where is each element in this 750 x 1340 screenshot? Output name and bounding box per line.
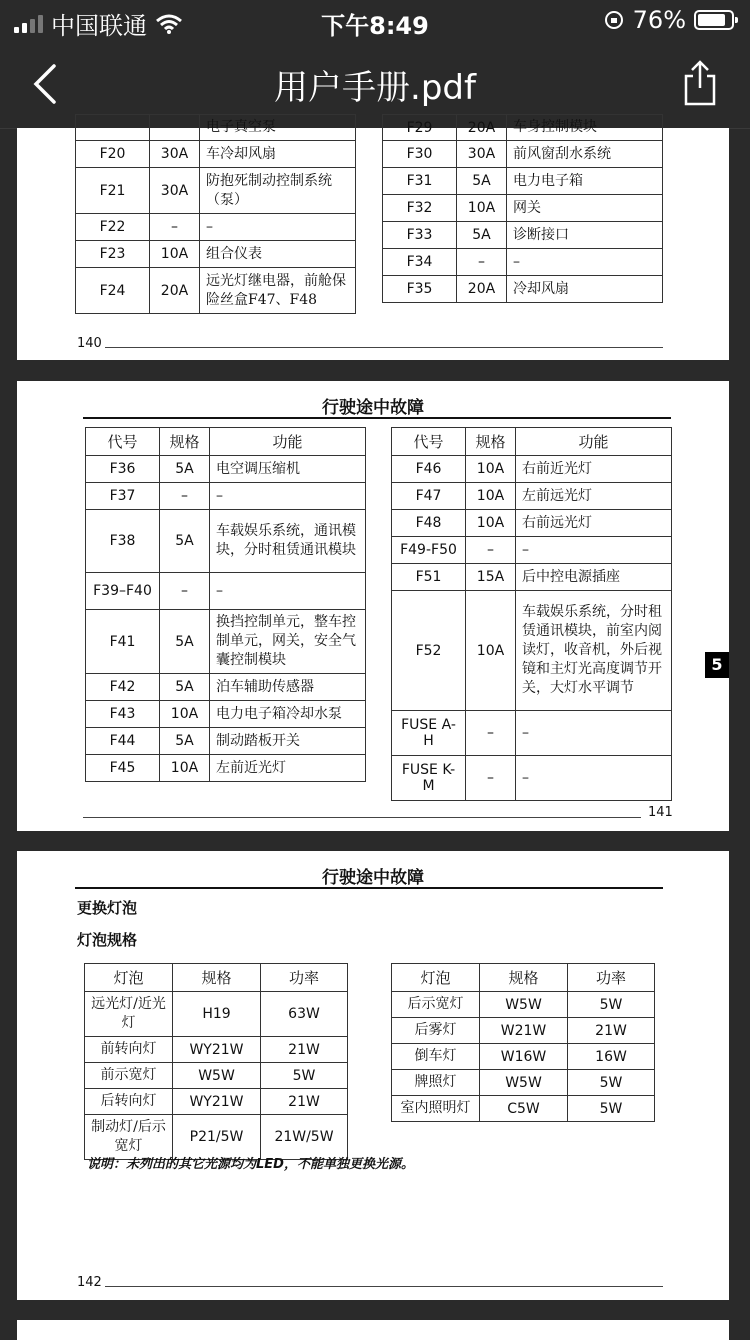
bulb-spec: W16W <box>480 1044 568 1070</box>
bulb-power: 5W <box>568 1096 655 1122</box>
fuse-rating: 10A <box>150 241 200 268</box>
table-row <box>392 510 672 537</box>
fuse-rating: – <box>150 214 200 241</box>
column-header: 灯泡 <box>392 964 480 992</box>
header-rule <box>83 417 671 419</box>
fuse-function: – <box>516 537 672 564</box>
table-row <box>392 1096 655 1122</box>
fuse-rating: 5A <box>457 222 507 249</box>
bulb-spec: W5W <box>173 1063 261 1089</box>
column-header: 代号 <box>86 428 160 456</box>
footer-rule <box>105 1286 663 1287</box>
fuse-code: F21 <box>76 168 150 214</box>
bulb-name: 后示宽灯 <box>392 992 480 1018</box>
table-row <box>383 141 663 168</box>
fuse-function: 换挡控制单元，整车控制单元，网关，安全气囊控制模块 <box>210 610 366 674</box>
fuse-function: – <box>516 756 672 801</box>
document-title: 用户手册.pdf <box>274 68 476 108</box>
table-row <box>76 115 356 141</box>
fuse-function: 电力电子箱 <box>507 168 663 195</box>
fuse-function: 车载娱乐系统，分时租赁通讯模块，前室内阅读灯，收音机，外后视镜和主灯光高度调节开关，大灯水平调节 <box>516 591 672 711</box>
table-row <box>392 456 672 483</box>
fuse-function: 车冷却风扇 <box>200 141 356 168</box>
fuse-code: F38 <box>86 510 160 573</box>
fuse-code: F32 <box>383 195 457 222</box>
bulb-power: 21W <box>261 1089 348 1115</box>
bulb-spec: C5W <box>480 1096 568 1122</box>
fuse-function: 诊断接口 <box>507 222 663 249</box>
bulb-power: 21W <box>261 1037 348 1063</box>
pdf-page-143[interactable] <box>17 1320 729 1340</box>
fuse-rating: – <box>466 756 516 801</box>
fuse-rating: 10A <box>457 195 507 222</box>
fuse-function: 车身控制模块 <box>507 115 663 141</box>
table-row <box>392 537 672 564</box>
column-header: 灯泡 <box>85 964 173 992</box>
column-header: 规格 <box>466 428 516 456</box>
fuse-function: 泊车辅助传感器 <box>210 674 366 701</box>
fuse-code: F47 <box>392 483 466 510</box>
fuse-rating: 5A <box>457 168 507 195</box>
fuse-table-right <box>382 114 663 303</box>
table-header-row <box>86 428 366 456</box>
fuse-code: F51 <box>392 564 466 591</box>
fuse-code: F42 <box>86 674 160 701</box>
column-header: 规格 <box>160 428 210 456</box>
table-row <box>76 241 356 268</box>
bulb-name: 倒车灯 <box>392 1044 480 1070</box>
fuse-rating: 30A <box>150 168 200 214</box>
table-row <box>392 1018 655 1044</box>
fuse-rating: 5A <box>160 610 210 674</box>
fuse-rating: 15A <box>466 564 516 591</box>
fuse-rating: – <box>160 483 210 510</box>
header-rule <box>75 887 663 889</box>
fuse-function: 电空调压缩机 <box>210 456 366 483</box>
fuse-function: 防抱死制动控制系统（泵） <box>200 168 356 214</box>
column-header: 规格 <box>173 964 261 992</box>
fuse-code: F34 <box>383 249 457 276</box>
pdf-page-140[interactable] <box>17 119 729 360</box>
fuse-rating: – <box>160 573 210 610</box>
fuse-code: F29 <box>383 115 457 141</box>
bulb-table-left <box>84 963 348 1160</box>
fuse-code: F44 <box>86 728 160 755</box>
table-row <box>392 483 672 510</box>
table-row <box>392 591 672 711</box>
bulb-power: 21W <box>568 1018 655 1044</box>
table-row <box>86 755 366 782</box>
fuse-rating: 30A <box>150 141 200 168</box>
table-row <box>85 992 348 1037</box>
bulb-name: 制动灯/后示宽灯 <box>85 1115 173 1160</box>
fuse-code: FUSE A-H <box>392 711 466 756</box>
fuse-rating: – <box>466 711 516 756</box>
fuse-code: F31 <box>383 168 457 195</box>
fuse-rating: 10A <box>466 456 516 483</box>
orientation-lock-icon <box>603 9 625 31</box>
fuse-rating: – <box>466 537 516 564</box>
fuse-code: FUSE K-M <box>392 756 466 801</box>
bulb-name: 室内照明灯 <box>392 1096 480 1122</box>
table-row <box>76 268 356 314</box>
fuse-code: F45 <box>86 755 160 782</box>
table-row <box>383 222 663 249</box>
status-right <box>603 6 734 34</box>
bulb-spec: H19 <box>173 992 261 1037</box>
fuse-code: F49-F50 <box>392 537 466 564</box>
fuse-function: 车载娱乐系统，通讯模块，分时租赁通讯模块 <box>210 510 366 573</box>
fuse-function: 前风窗刮水系统 <box>507 141 663 168</box>
fuse-rating: 10A <box>160 755 210 782</box>
table-row <box>86 728 366 755</box>
battery-icon <box>694 10 734 30</box>
fuse-code: F33 <box>383 222 457 249</box>
bulb-power: 5W <box>568 992 655 1018</box>
fuse-rating: 10A <box>160 701 210 728</box>
battery-percent: 76% <box>632 6 686 34</box>
fuse-function: 组合仪表 <box>200 241 356 268</box>
table-row <box>392 564 672 591</box>
fuse-function: – <box>200 214 356 241</box>
fuse-function: 电子真空泵 <box>200 115 356 141</box>
bulb-spec: W5W <box>480 992 568 1018</box>
fuse-function: 后中控电源插座 <box>516 564 672 591</box>
table-row <box>383 115 663 141</box>
table-row <box>86 674 366 701</box>
fuse-rating: 5A <box>160 456 210 483</box>
page-number: 141 <box>648 805 673 820</box>
table-header-row <box>85 964 348 992</box>
fuse-function: 左前远光灯 <box>516 483 672 510</box>
bulb-power: 21W/5W <box>261 1115 348 1160</box>
column-header: 功能 <box>210 428 366 456</box>
fuse-function: 制动踏板开关 <box>210 728 366 755</box>
column-header: 功能 <box>516 428 672 456</box>
fuse-code: F36 <box>86 456 160 483</box>
column-header: 功率 <box>568 964 655 992</box>
section-heading: 更换灯泡 <box>77 899 138 917</box>
fuse-code: F30 <box>383 141 457 168</box>
table-row <box>76 168 356 214</box>
sub-heading: 灯泡规格 <box>77 931 138 949</box>
column-header: 功率 <box>261 964 348 992</box>
fuse-function: – <box>516 711 672 756</box>
table-row <box>76 141 356 168</box>
fuse-rating: 20A <box>150 268 200 314</box>
table-row <box>85 1037 348 1063</box>
fuse-function: – <box>210 483 366 510</box>
fuse-code: F52 <box>392 591 466 711</box>
bulb-power: 5W <box>568 1070 655 1096</box>
fuse-rating: 5A <box>160 674 210 701</box>
bulb-name: 前转向灯 <box>85 1037 173 1063</box>
footer-rule <box>105 347 663 348</box>
fuse-table-left <box>85 427 366 782</box>
bulb-spec: P21/5W <box>173 1115 261 1160</box>
table-row <box>383 195 663 222</box>
fuse-rating: – <box>457 249 507 276</box>
fuse-table-right <box>391 427 672 801</box>
bulb-power: 5W <box>261 1063 348 1089</box>
bulb-name: 牌照灯 <box>392 1070 480 1096</box>
fuse-code: F41 <box>86 610 160 674</box>
fuse-function: – <box>507 249 663 276</box>
table-row <box>86 701 366 728</box>
page-title: 行驶途中故障 <box>322 398 424 418</box>
page-number: 140 <box>77 336 102 351</box>
fuse-function: 电力电子箱冷却水泵 <box>210 701 366 728</box>
status-bar <box>0 0 750 40</box>
fuse-rating: 10A <box>466 510 516 537</box>
fuse-function: – <box>210 573 366 610</box>
fuse-function: 右前近光灯 <box>516 456 672 483</box>
fuse-code: F20 <box>76 141 150 168</box>
table-row <box>392 1044 655 1070</box>
footer-rule <box>83 817 641 818</box>
fuse-function: 远光灯继电器，前舱保险丝盒F47、F48 <box>200 268 356 314</box>
table-header-row <box>392 428 672 456</box>
fuse-table-left <box>75 114 356 314</box>
bulb-table-right <box>391 963 655 1122</box>
carrier-name: 中国联通 <box>51 12 147 40</box>
bulb-power: 63W <box>261 992 348 1037</box>
fuse-code: F37 <box>86 483 160 510</box>
bulb-power: 16W <box>568 1044 655 1070</box>
table-row <box>86 510 366 573</box>
bulb-name: 后雾灯 <box>392 1018 480 1044</box>
fuse-rating: 5A <box>160 728 210 755</box>
table-row <box>383 168 663 195</box>
bulb-spec: WY21W <box>173 1089 261 1115</box>
fuse-code: F35 <box>383 276 457 303</box>
fuse-rating: 30A <box>457 141 507 168</box>
page-number: 142 <box>77 1275 102 1290</box>
bulb-name: 远光灯/近光灯 <box>85 992 173 1037</box>
bulb-spec: W21W <box>480 1018 568 1044</box>
table-row <box>85 1063 348 1089</box>
pdf-page-142[interactable] <box>17 851 729 1300</box>
fuse-rating: 10A <box>466 483 516 510</box>
chapter-tab: 5 <box>705 652 729 678</box>
page-title: 行驶途中故障 <box>322 868 424 888</box>
fuse-function: 冷却风扇 <box>507 276 663 303</box>
table-row <box>383 249 663 276</box>
column-header: 规格 <box>480 964 568 992</box>
fuse-code: F43 <box>86 701 160 728</box>
table-row <box>392 756 672 801</box>
table-row <box>86 573 366 610</box>
table-row <box>86 456 366 483</box>
fuse-code: F39–F40 <box>86 573 160 610</box>
fuse-rating: 20A <box>457 276 507 303</box>
table-row <box>392 992 655 1018</box>
fuse-rating: 20A <box>457 115 507 141</box>
table-row <box>86 610 366 674</box>
bulb-name: 后转向灯 <box>85 1089 173 1115</box>
table-row <box>76 214 356 241</box>
fuse-function: 网关 <box>507 195 663 222</box>
table-header-row <box>392 964 655 992</box>
fuse-code: F23 <box>76 241 150 268</box>
fuse-code: F22 <box>76 214 150 241</box>
note-text: 说明：未列出的其它光源均为LED，不能单独更换光源。 <box>87 1157 414 1172</box>
clock: 下午8:49 <box>321 12 429 40</box>
table-row <box>383 276 663 303</box>
fuse-rating: 5A <box>160 510 210 573</box>
share-button[interactable] <box>680 58 720 108</box>
fuse-code: F48 <box>392 510 466 537</box>
pdf-page-141[interactable] <box>17 381 729 831</box>
table-row <box>392 711 672 756</box>
table-row <box>85 1089 348 1115</box>
fuse-code: F46 <box>392 456 466 483</box>
column-header: 代号 <box>392 428 466 456</box>
bulb-name: 前示宽灯 <box>85 1063 173 1089</box>
table-row <box>392 1070 655 1096</box>
fuse-code: F24 <box>76 268 150 314</box>
bulb-spec: W5W <box>480 1070 568 1096</box>
bulb-spec: WY21W <box>173 1037 261 1063</box>
table-row <box>86 483 366 510</box>
fuse-function: 右前远光灯 <box>516 510 672 537</box>
fuse-rating: 10A <box>466 591 516 711</box>
fuse-function: 左前近光灯 <box>210 755 366 782</box>
